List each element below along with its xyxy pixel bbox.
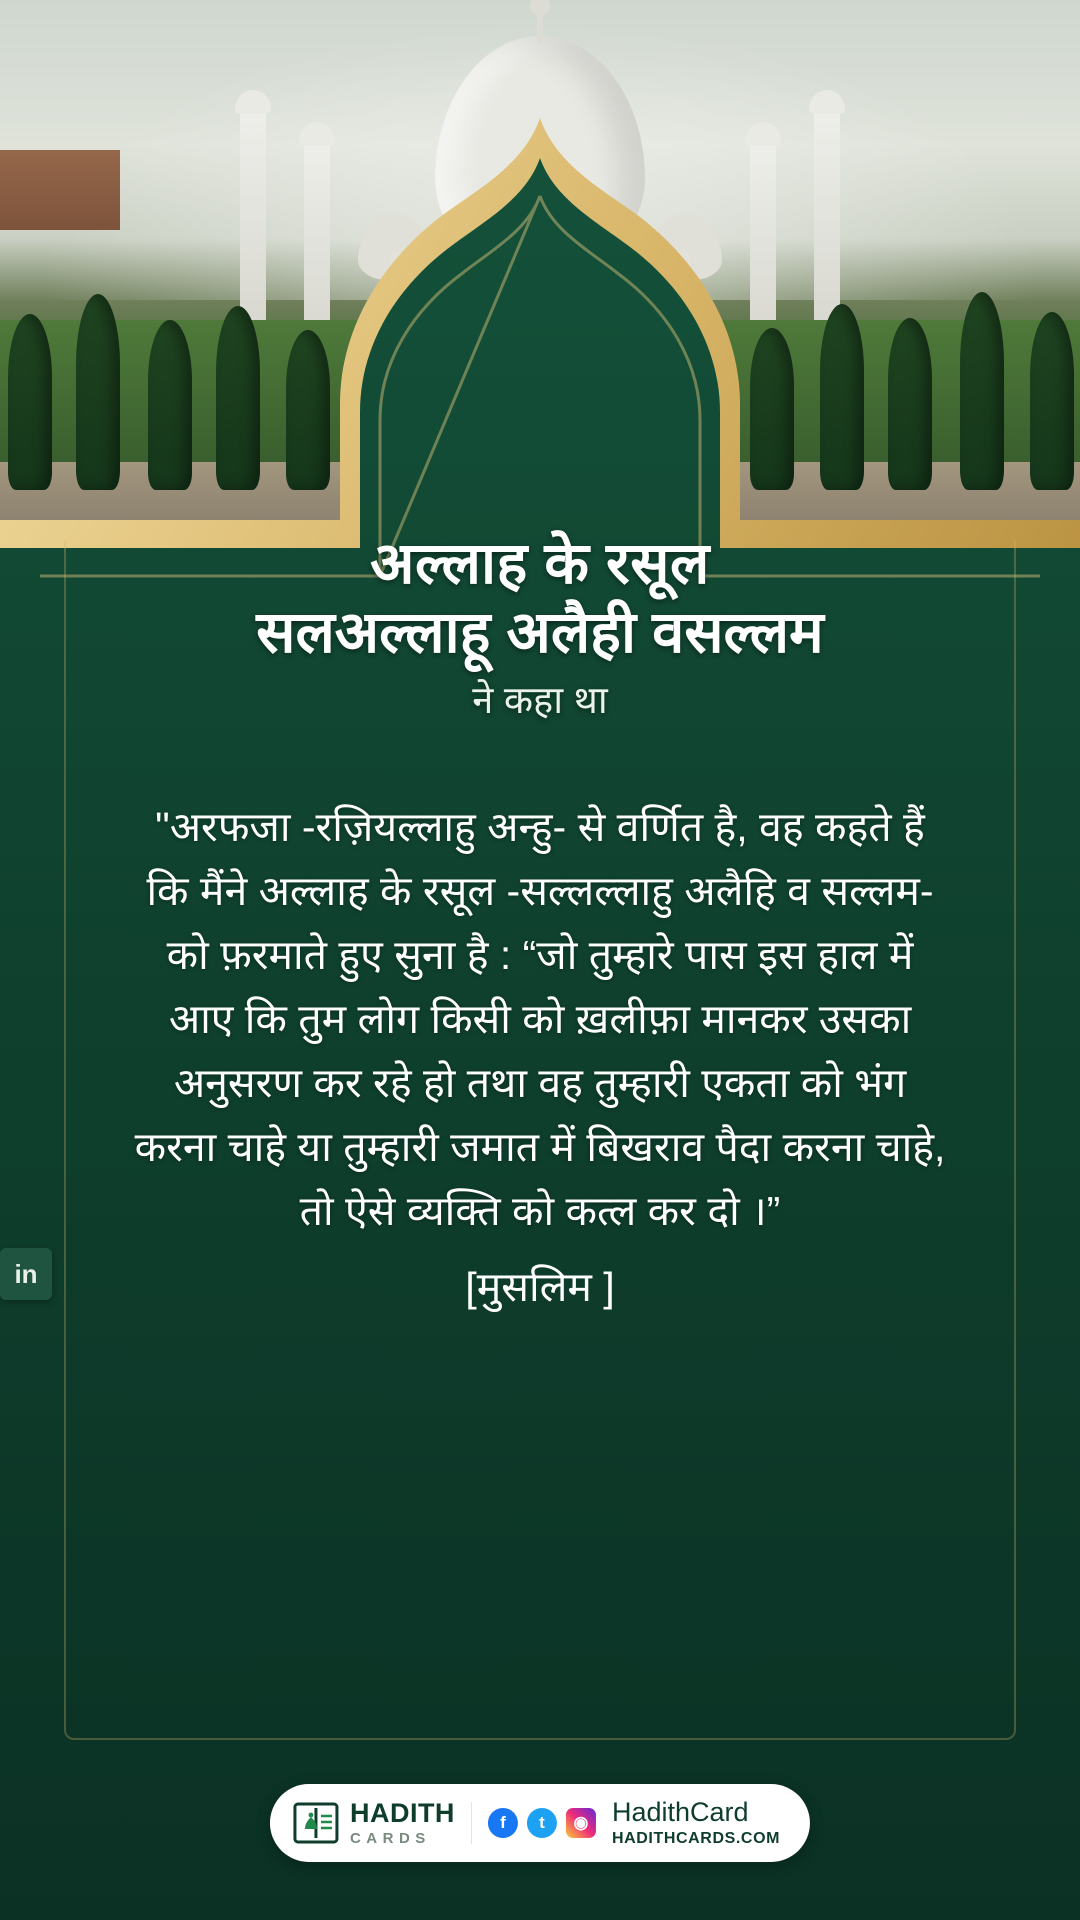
heading-line-3: ने कहा था <box>472 680 608 723</box>
site-name: HadithCard <box>611 1797 749 1827</box>
open-book-icon <box>292 1799 340 1847</box>
brand-name: HADITH <box>349 1798 455 1828</box>
site-info[interactable] <box>612 1799 780 1847</box>
social-links[interactable] <box>488 1808 596 1838</box>
heading-line-2: सलअल्लाहू अलैही वसल्लम <box>256 600 824 666</box>
brand-lockup <box>292 1799 455 1847</box>
facebook-icon[interactable]: f <box>488 1808 518 1838</box>
hadith-text: "अरफजा -रज़ियल्लाहु अन्हु- से वर्णित है, वह कहते हैं कि मैंने अल्लाह के रसूल -सल्लल्लाहु अलैहि व सल्लम- को फ़रमाते हुए सुना है : “जो तुम्हारे पास इस हाल में आए कि तुम लोग किसी को ख़लीफ़ा मानकर उसका अनुसरण कर रहे हो तथा वह तुम्हारी एकता को भंग करना चाहे या तुम्हारी जमात में बिखराव पैदा करना चाहे, तो ऐसे व्यक्ति को कत्ल कर दो ।” <box>134 804 946 1234</box>
brand-subname: CARDS <box>349 1830 431 1847</box>
site-url: HADITHCARDS.COM <box>611 1830 781 1847</box>
instagram-icon[interactable]: ◉ <box>566 1808 596 1838</box>
heading-line-1: अल्लाह के रसूल <box>370 531 710 596</box>
twitter-icon[interactable]: t <box>527 1808 557 1838</box>
linkedin-icon: in <box>14 1258 38 1289</box>
footer-badge[interactable] <box>270 1784 810 1862</box>
heading-block <box>90 530 990 730</box>
linkedin-share-button[interactable] <box>0 1248 52 1300</box>
hadith-source: [मुसलिम ] <box>465 1263 615 1310</box>
footer-divider <box>471 1802 472 1844</box>
